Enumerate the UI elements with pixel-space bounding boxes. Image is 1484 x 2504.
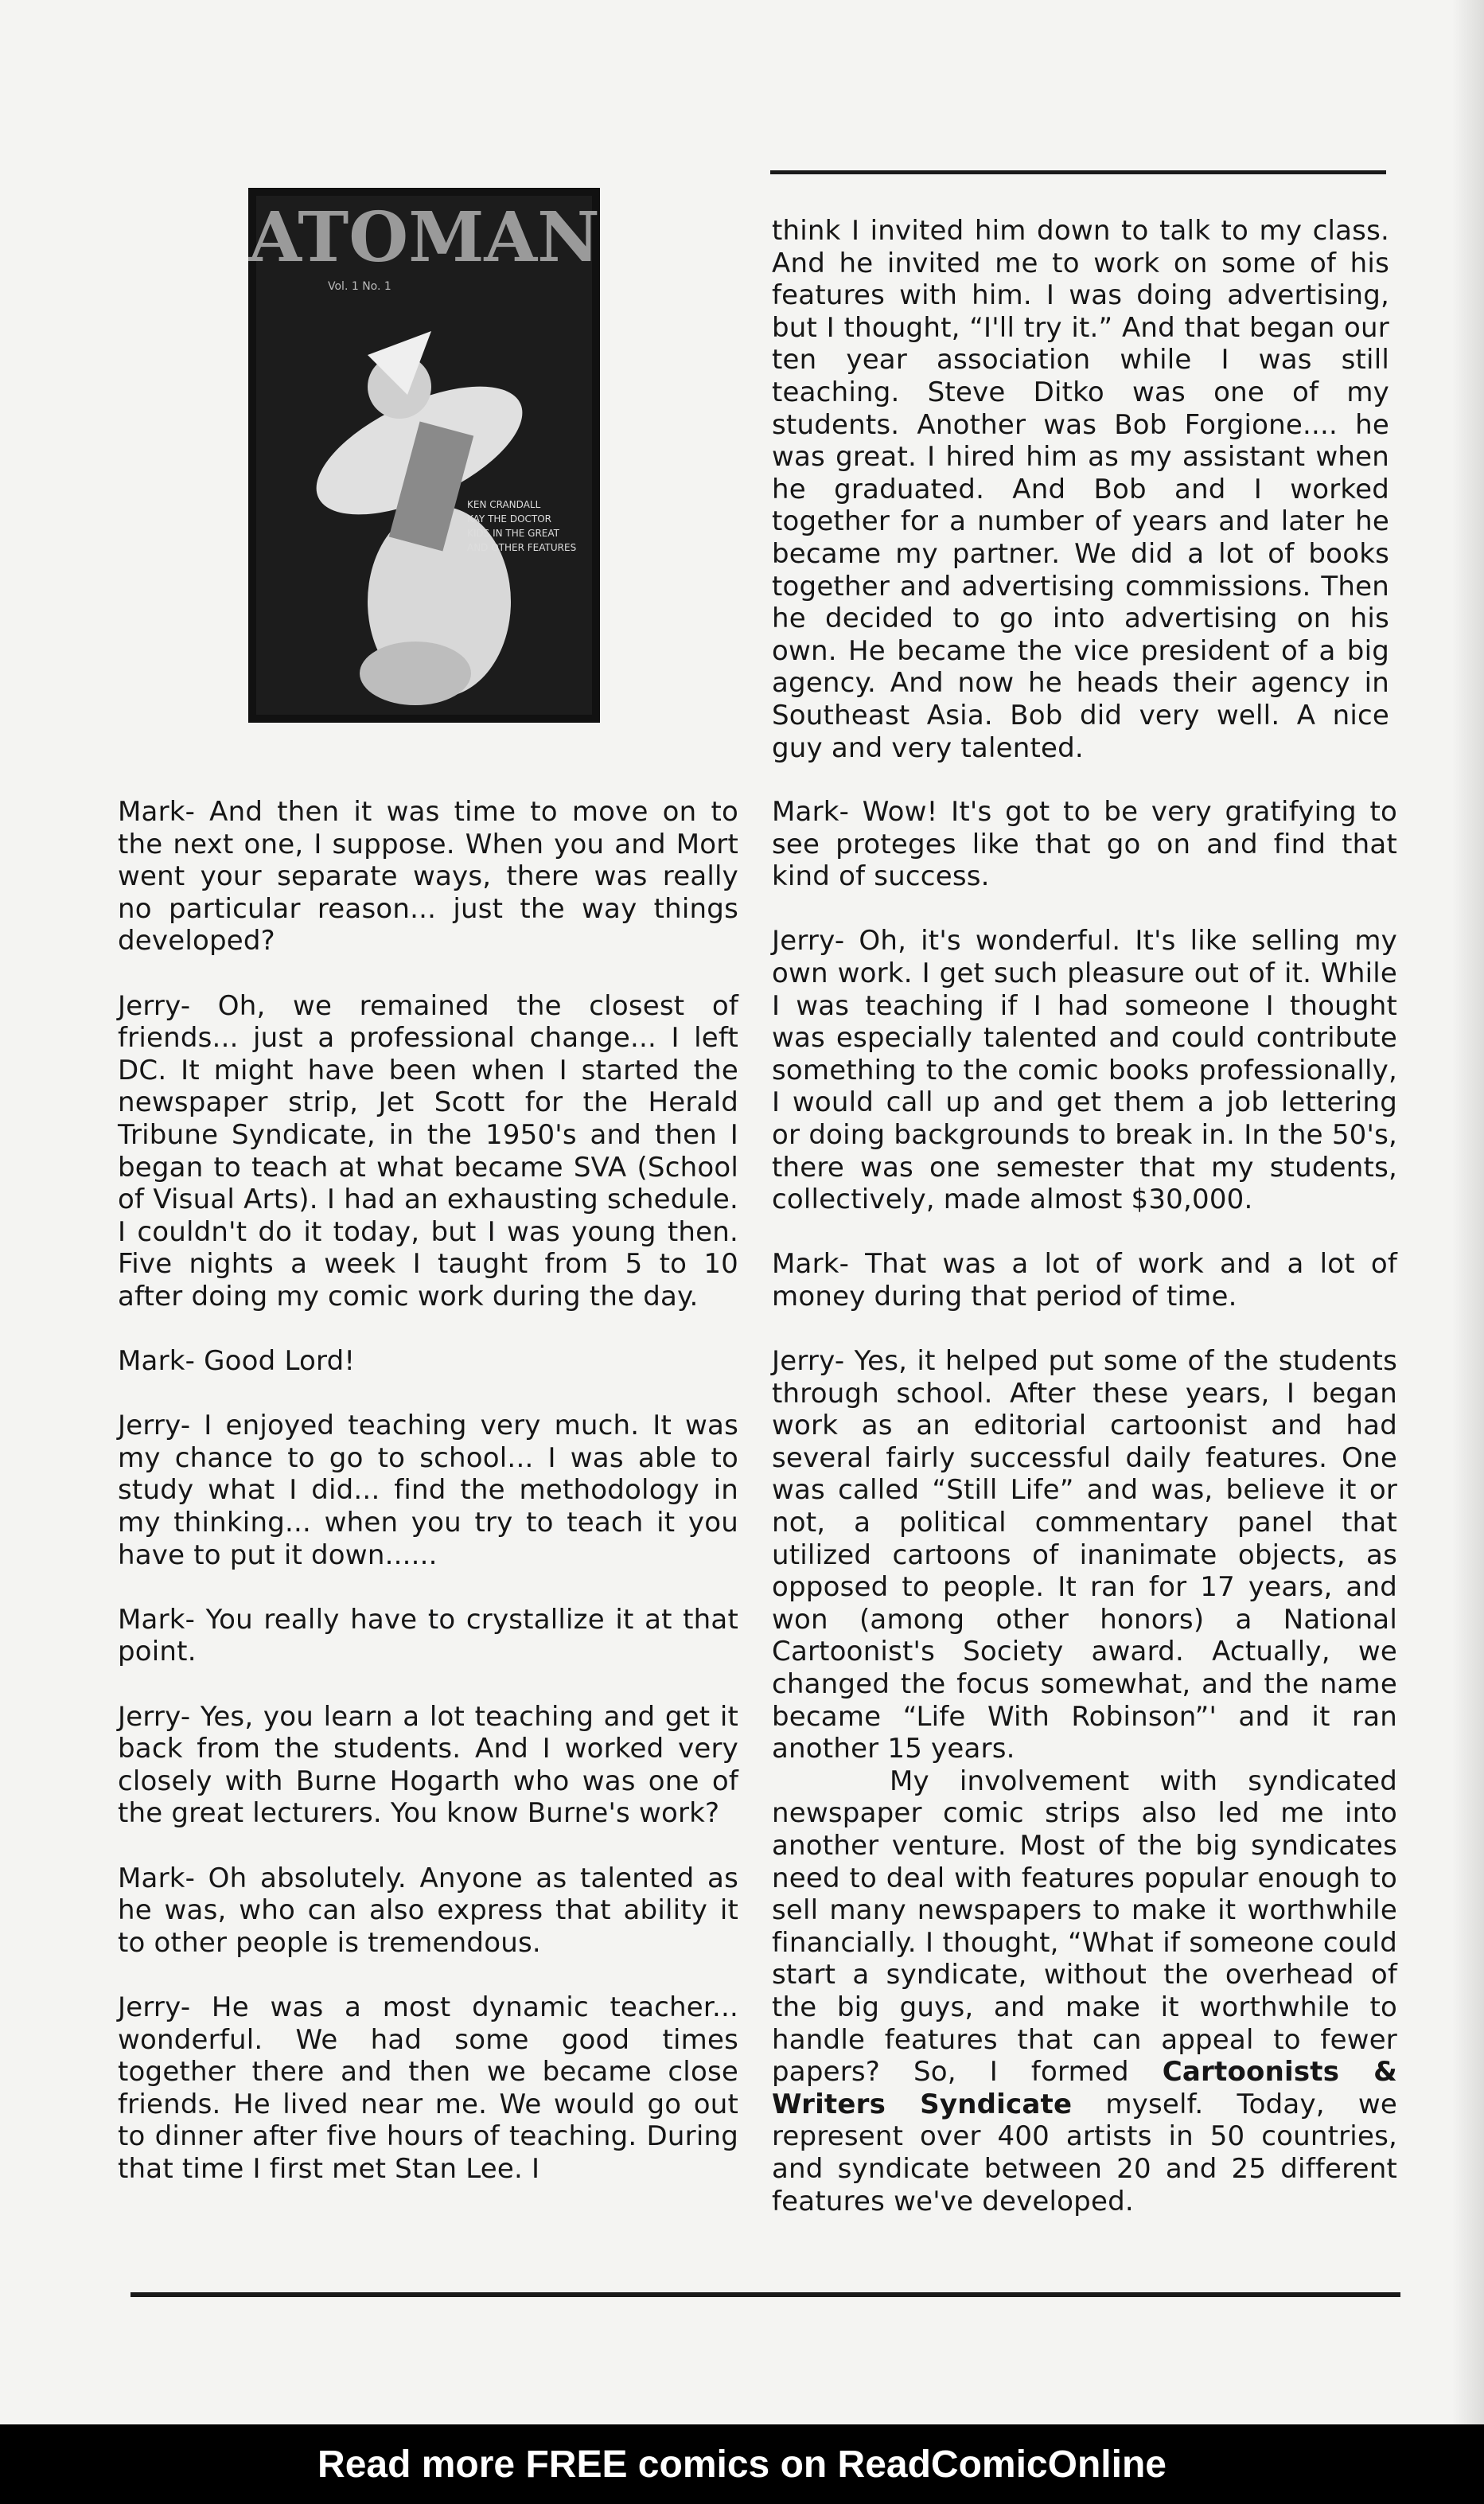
cover-illustration [248, 188, 600, 723]
paragraph: Jerry- Yes, it helped put some of the students through school. After these years, I began work as an editorial cartoonist and had several fairly successful daily features. One was called “Still Life” and was, believe it or not, a political commentary panel that utilized cartoons of inanimate objects, as opposed to people. It ran for 17 years, and won (among other honors) a National Cartoonist's Society award. Actually, we changed the focus somewhat, and the name became “Life With Robinson”' and it ran another 15 years. [772, 1345, 1397, 1765]
cover-blurb-line: KEN CRANDALL [467, 499, 541, 510]
paragraph: Mark- Oh absolutely. Anyone as talented as he was, who can also express that ability it to other people is tremendous. [118, 1862, 738, 1959]
left-column [118, 796, 738, 2217]
cover-blurb-line: KIDS IN THE GREAT [467, 528, 559, 539]
top-rule [770, 170, 1386, 174]
paragraph [772, 1765, 1397, 2217]
cover-blurb-line: AND OTHER FEATURES [467, 542, 577, 553]
paragraph: Jerry- I enjoyed teaching very much. It was my chance to go to school... I was able to study what I did... find the methodology in my thinking... when you try to teach it you have to put it down...... [118, 1410, 738, 1571]
syndicate-name: Cartoonists & Writers Syndicate [772, 2056, 1397, 2120]
paragraph: Jerry- He was a most dynamic teacher... wonderful. We had some good times together there and then we became close friends. He lived near me. We would go out to dinner after five hours of teaching. During that time I first met Stan Lee. I [118, 1991, 738, 2185]
comic-cover-image [248, 188, 600, 723]
right-column [772, 796, 1397, 2250]
promo-banner-text: Read more FREE comics on ReadComicOnline [317, 2443, 1167, 2486]
paragraph-text: myself. Today, we represent over 400 artists in 50 countries, and syndicate between 20 and 25 different features we've developed. [772, 2088, 1398, 2217]
paragraph: Mark- You really have to crystallize it at that point. [118, 1603, 738, 1668]
bottom-rule [130, 2292, 1400, 2297]
page-edge-shadow [1452, 0, 1484, 2424]
paragraph-text: My involvement with syndicated newspaper comic strips also led me into another venture. Most of the big syndicates need to deal with features popular enough to sell many newspapers to make it worthwhile financially. I thought, “What if someone could start a syndicate, without the overhead of the big guys, and make it worthwhile to handle features that can appeal to fewer papers? So, I formed [772, 1765, 1397, 2089]
paragraph: Jerry- Yes, you learn a lot teaching and get it back from the students. And I worked very closely with Burne Hogarth who was one of the great lecturers. You know Burne's work? [118, 1700, 738, 1830]
promo-banner[interactable] [0, 2424, 1484, 2504]
paragraph: think I invited him down to talk to my class. And he invited me to work on some of his features with him. I was doing advertising, but I thought, “I'll try it.” And that began our ten year association while I was still teaching. Steve Ditko was one of my students. Another was Bob Forgione.... he was great. I hired him as my assistant when he graduated. And Bob and I worked together for a number of years and later he became my partner. We did a lot of books together and advertising commissions. Then he decided to go into advertising on his own. He became the vice president of a big agency. And now he heads their agency in Southeast Asia. Bob did very well. A nice guy and very talented. [772, 215, 1389, 764]
paragraph: Mark- Wow! It's got to be very gratifying to see proteges like that go on and find that kind of success. [772, 796, 1397, 893]
paragraph: Mark- That was a lot of work and a lot of money during that period of time. [772, 1248, 1397, 1312]
cover-blurb-line: KAY THE DOCTOR [467, 513, 552, 525]
paragraph: Mark- Good Lord! [118, 1345, 356, 1378]
paragraph: Jerry- Oh, we remained the closest of friends... just a professional change... I left DC. It might have been when I started the newspaper strip, Jet Scott for the Herald Tribune Syndicate, in the 1950's and then I began to teach at what became SVA (School of Visual Arts). I had an exhausting schedule. I couldn't do it today, but I was young then. Five nights a week I taught from 5 to 10 after doing my comic work during the day. [118, 989, 738, 1312]
paragraph: Jerry- Oh, it's wonderful. It's like selling my own work. I get such pleasure out of it. While I was teaching if I had someone I thought was especially talented and could contribute something to the comic books professionally, I would call up and get them a job lettering or doing backgrounds to break in. In the 50's, there was one semester that my students, collectively, made almost $30,000. [772, 925, 1397, 1216]
cover-issue: Vol. 1 No. 1 [328, 280, 391, 293]
right-column-top [772, 215, 1389, 797]
cover-title: ATOMAN [248, 197, 600, 278]
paragraph: Mark- And then it was time to move on to the next one, I suppose. When you and Mort went your separate ways, there was really no particular reason... just the way things developed? [118, 796, 738, 958]
